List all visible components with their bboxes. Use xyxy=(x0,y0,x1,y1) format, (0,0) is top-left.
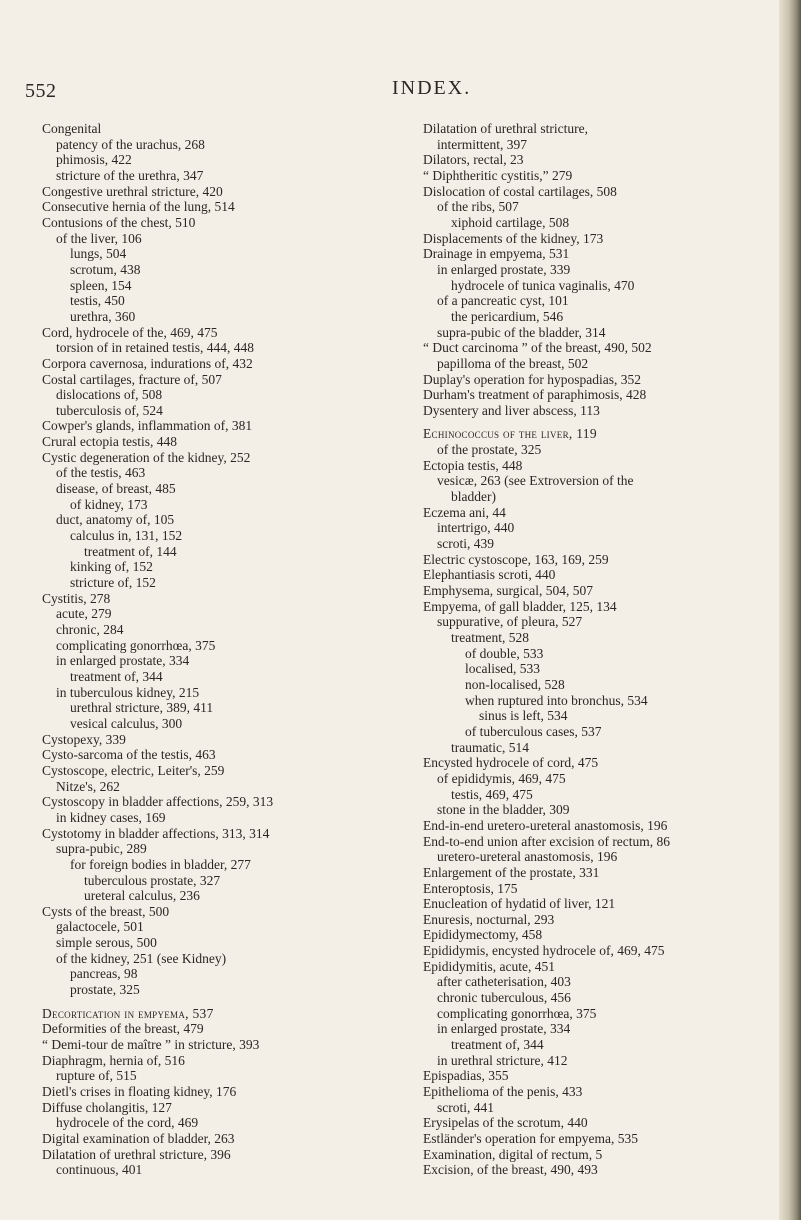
index-entry: galactocele, 501 xyxy=(56,919,144,935)
index-entry: lungs, 504 xyxy=(70,246,127,262)
index-entry: Electric cystoscope, 163, 169, 259 xyxy=(423,551,609,567)
index-entry: vesical calculus, 300 xyxy=(70,715,183,731)
index-entry: of the liver, 106 xyxy=(56,230,142,246)
index-entry: Diaphragm, hernia of, 516 xyxy=(42,1052,185,1068)
index-entry: Dilatation of urethral stricture, 396 xyxy=(42,1146,231,1162)
index-entry: of the prostate, 325 xyxy=(437,442,542,458)
index-entry: disease, of breast, 485 xyxy=(56,481,176,497)
index-entry: xiphoid cartilage, 508 xyxy=(451,214,570,230)
index-entry: Crural ectopia testis, 448 xyxy=(42,434,177,450)
index-entry: Dysentery and liver abscess, 113 xyxy=(423,402,600,418)
index-entry: Enucleation of hydatid of liver, 121 xyxy=(423,896,616,912)
index-entry: Contusions of the chest, 510 xyxy=(42,214,196,230)
index-entry: prostate, 325 xyxy=(70,982,140,998)
index-entry: chronic tuberculous, 456 xyxy=(437,990,571,1006)
index-entry: “ Duct carcinoma ” of the breast, 490, 502 xyxy=(423,340,652,356)
index-entry: vesicæ, 263 (see Extroversion of the xyxy=(437,473,634,489)
index-entry: suppurative, of pleura, 527 xyxy=(437,614,583,630)
index-entry: treatment, 528 xyxy=(451,630,529,645)
index-entry: “ Demi-tour de maître ” in stricture, 393 xyxy=(42,1037,260,1053)
index-entry: stricture of the urethra, 347 xyxy=(56,167,204,183)
index-entry: Corpora cavernosa, indurations of, 432 xyxy=(42,355,253,371)
index-entry: spleen, 154 xyxy=(70,277,132,293)
index-entry: of epididymis, 469, 475 xyxy=(437,770,566,786)
index-entry: Enteroptosis, 175 xyxy=(423,880,518,896)
index-entry: Durham's treatment of paraphimosis, 428 xyxy=(423,387,647,403)
index-entry: calculus in, 131, 152 xyxy=(70,528,183,544)
index-entry: in enlarged prostate, 334 xyxy=(56,653,190,669)
running-head: INDEX. xyxy=(392,77,472,99)
index-entry: scrotum, 438 xyxy=(70,261,141,277)
index-entry: Dilators, rectal, 23 xyxy=(423,152,524,168)
index-entry: Cystopexy, 339 xyxy=(42,731,126,747)
index-entry: complicating gonorrhœa, 375 xyxy=(437,1005,597,1021)
index-entry: End-in-end uretero-ureteral anastomosis, 196 xyxy=(423,817,668,833)
index-entry: of a pancreatic cyst, 101 xyxy=(437,293,569,309)
index-entry: urethral stricture, 389, 411 xyxy=(70,700,214,716)
index-entry: Epithelioma of the penis, 433 xyxy=(423,1084,583,1100)
index-entry: Costal cartilages, fracture of, 507 xyxy=(42,371,222,387)
index-entry: papilloma of the breast, 502 xyxy=(437,355,589,371)
index-entry: of the kidney, 251 (see Kidney) xyxy=(56,950,227,966)
index-entry: urethra, 360 xyxy=(70,308,136,324)
index-entry: Congestive urethral stricture, 420 xyxy=(42,183,223,199)
index-entry: supra-pubic, 289 xyxy=(56,841,147,857)
index-entry: Deformities of the breast, 479 xyxy=(42,1021,204,1037)
index-entry: Epispadias, 355 xyxy=(423,1068,509,1084)
index-entry: tuberculous prostate, 327 xyxy=(84,872,221,888)
index-entry: End-to-end union after excision of rectum, 86 xyxy=(423,833,671,849)
index-entry: Displacements of the kidney, 173 xyxy=(423,230,604,246)
index-entry: Estländer's operation for empyema, 535 xyxy=(423,1131,638,1146)
index-entry: localised, 533 xyxy=(465,661,540,677)
index-entry: complicating gonorrhœa, 375 xyxy=(56,637,216,653)
index-entry: Dietl's crises in floating kidney, 176 xyxy=(42,1084,237,1100)
index-entry: of kidney, 173 xyxy=(70,496,148,512)
index-entry: Cystic degeneration of the kidney, 252 xyxy=(42,449,251,465)
index-entry: Emphysema, surgical, 504, 507 xyxy=(423,583,593,599)
index-entry: in enlarged prostate, 334 xyxy=(437,1021,571,1037)
index-entry: of double, 533 xyxy=(465,645,544,661)
index-entry: Dislocation of costal cartilages, 508 xyxy=(423,183,617,199)
page-number: 552 xyxy=(25,80,57,102)
index-entry: Cystotomy in bladder affections, 313, 314 xyxy=(42,825,270,841)
index-entry: Cysts of the breast, 500 xyxy=(42,903,170,919)
index-entry: the pericardium, 546 xyxy=(451,308,564,324)
index-entry: Erysipelas of the scrotum, 440 xyxy=(423,1115,588,1131)
index-entry: Enlargement of the prostate, 331 xyxy=(423,864,600,880)
index-entry: Ectopia testis, 448 xyxy=(423,457,523,473)
index-entry: Cystitis, 278 xyxy=(42,590,111,606)
index-entry: Cowper's glands, inflammation of, 381 xyxy=(42,418,253,434)
index-entry: chronic, 284 xyxy=(56,622,124,637)
index-entry: Epididymectomy, 458 xyxy=(423,927,543,943)
index-entry: intermittent, 397 xyxy=(437,136,527,152)
index-entry: testis, 469, 475 xyxy=(451,786,533,802)
index-entry: sinus is left, 534 xyxy=(479,708,568,724)
index-entry: treatment of, 344 xyxy=(70,668,163,684)
index-entry: rupture of, 515 xyxy=(56,1068,137,1084)
index-entry: “ Diphtheritic cystitis,” 279 xyxy=(423,167,573,183)
index-entry: bladder) xyxy=(451,489,496,505)
index-entry: traumatic, 514 xyxy=(451,739,529,755)
index-entry: Enuresis, nocturnal, 293 xyxy=(423,911,555,927)
page-edge-shadow xyxy=(779,0,801,1220)
index-entry: testis, 450 xyxy=(70,293,125,309)
index-entry: kinking of, 152 xyxy=(70,559,153,575)
index-entry: ureteral calculus, 236 xyxy=(84,888,200,904)
index-entry: Eczema ani, 44 xyxy=(423,504,506,520)
index-entry: scroti, 441 xyxy=(437,1099,494,1115)
index-entry: pancreas, 98 xyxy=(70,966,138,982)
index-entry: hydrocele of the cord, 469 xyxy=(56,1115,199,1131)
index-entry: Drainage in empyema, 531 xyxy=(423,246,570,262)
index-entry: patency of the urachus, 268 xyxy=(56,136,205,152)
index-entry: Cord, hydrocele of the, 469, 475 xyxy=(42,324,218,340)
index-entry: Diffuse cholangitis, 127 xyxy=(42,1099,172,1115)
index-entry: Cystoscopy in bladder affections, 259, 313 xyxy=(42,794,274,810)
index-entry: treatment of, 344 xyxy=(451,1037,544,1053)
index-entry: Dilatation of urethral stricture, xyxy=(423,121,588,136)
index-entry: Cysto-sarcoma of the testis, 463 xyxy=(42,747,216,763)
index-entry: Consecutive hernia of the lung, 514 xyxy=(42,199,235,215)
index-entry: in kidney cases, 169 xyxy=(56,809,166,825)
index-entry: for foreign bodies in bladder, 277 xyxy=(70,856,251,872)
index-entry: Cystoscope, electric, Leiter's, 259 xyxy=(42,762,225,778)
index-entry: Elephantiasis scroti, 440 xyxy=(423,567,556,583)
index-entry: in tuberculous kidney, 215 xyxy=(56,684,200,700)
index-entry: of the testis, 463 xyxy=(56,465,146,481)
index-entry: hydrocele of tunica vaginalis, 470 xyxy=(451,277,635,293)
index-entry: torsion of in retained testis, 444, 448 xyxy=(56,340,254,356)
index-entry: non-localised, 528 xyxy=(465,676,565,692)
index-entry: Empyema, of gall bladder, 125, 134 xyxy=(423,598,617,614)
index-entry: stricture of, 152 xyxy=(70,575,156,591)
index-entry: Epididymitis, acute, 451 xyxy=(423,958,555,974)
index-entry: supra-pubic of the bladder, 314 xyxy=(437,324,606,340)
index-entry: Digital examination of bladder, 263 xyxy=(42,1131,235,1146)
index-entry: uretero-ureteral anastomosis, 196 xyxy=(437,849,618,865)
index-entry: in enlarged prostate, 339 xyxy=(437,261,571,277)
index-entry: stone in the bladder, 309 xyxy=(437,802,570,818)
index-entry: treatment of, 144 xyxy=(84,543,177,559)
index-entry: scroti, 439 xyxy=(437,536,494,552)
index-entry: Excision, of the breast, 490, 493 xyxy=(423,1162,598,1178)
index-entry: dislocations of, 508 xyxy=(56,387,163,403)
index-column-left xyxy=(42,121,387,1178)
index-entry: duct, anatomy of, 105 xyxy=(56,512,175,528)
index-entry: in urethral stricture, 412 xyxy=(437,1052,568,1068)
index-column-right xyxy=(423,121,768,1178)
index-entry: intertrigo, 440 xyxy=(437,520,515,536)
index-entry: when ruptured into bronchus, 534 xyxy=(465,692,648,708)
index-entry: Epididymis, encysted hydrocele of, 469, 475 xyxy=(423,943,665,959)
index-entry: acute, 279 xyxy=(56,606,112,622)
index-entry: Echinococcus of the liver, 119 xyxy=(423,426,597,442)
index-entry: Duplay's operation for hypospadias, 352 xyxy=(423,371,642,387)
index-entry: tuberculosis of, 524 xyxy=(56,402,163,418)
index-entry: Congenital xyxy=(42,121,102,136)
index-entry: Encysted hydrocele of cord, 475 xyxy=(423,755,599,771)
index-entry: of tuberculous cases, 537 xyxy=(465,723,602,739)
index-entry: after catheterisation, 403 xyxy=(437,974,571,990)
index-entry: Examination, digital of rectum, 5 xyxy=(423,1146,603,1162)
index-entry: simple serous, 500 xyxy=(56,935,157,951)
index-entry: Decortication in empyema, 537 xyxy=(42,1005,214,1021)
index-entry: of the ribs, 507 xyxy=(437,199,519,215)
index-entry: Nitze's, 262 xyxy=(56,778,120,794)
index-entry: phimosis, 422 xyxy=(56,152,132,168)
index-entry: continuous, 401 xyxy=(56,1162,143,1178)
